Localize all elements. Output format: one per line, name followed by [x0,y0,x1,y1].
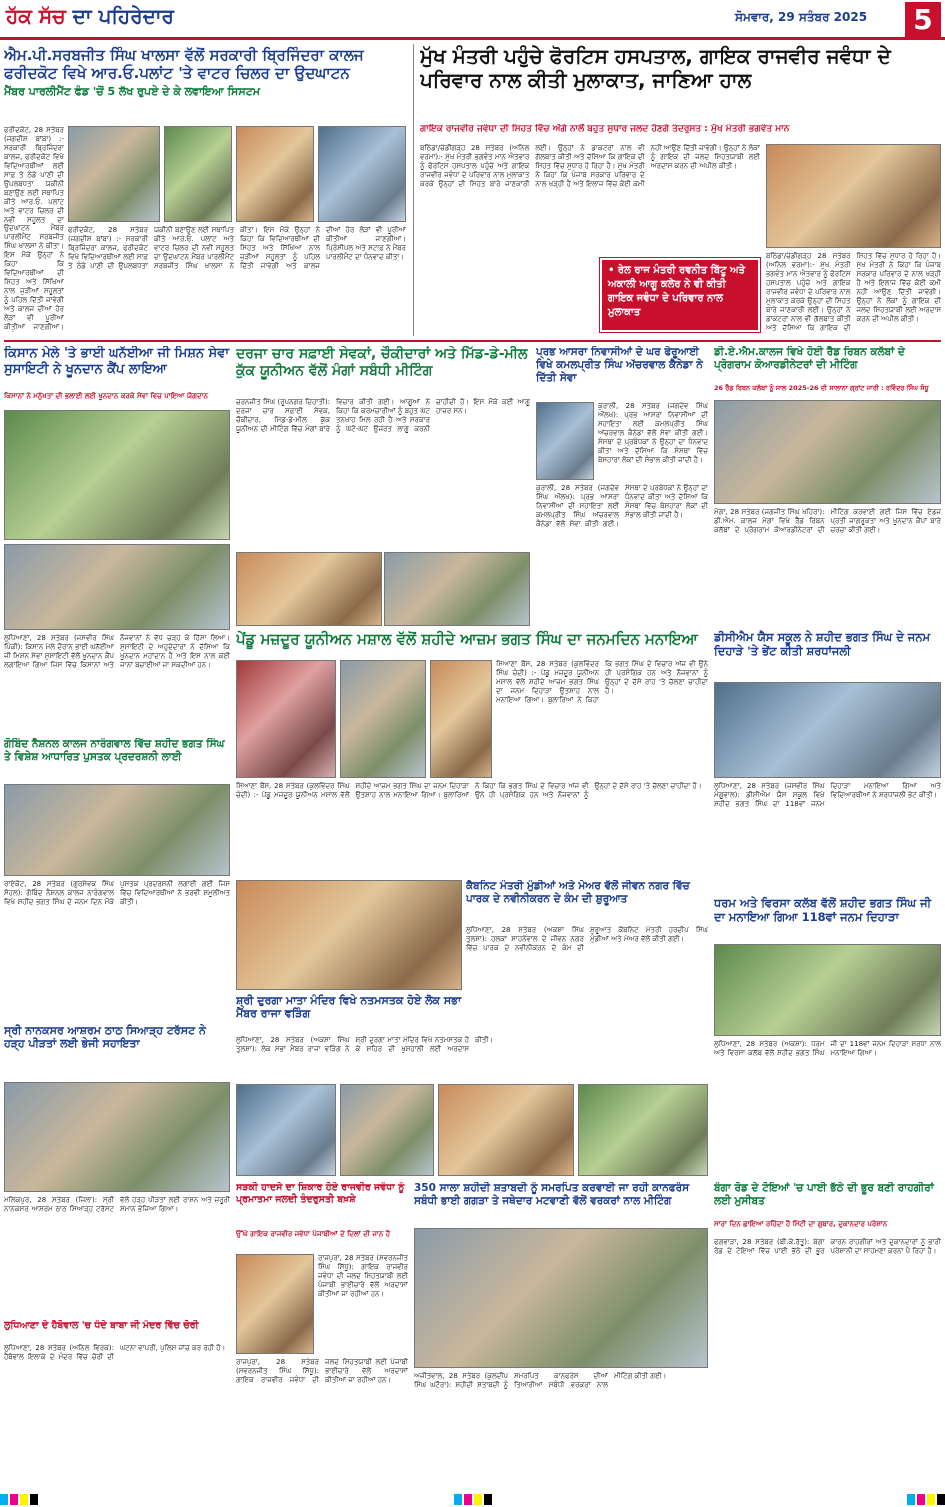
section-divider [4,340,941,342]
article-body: ਰਾਜਪੁਰਾ, 28 ਸਤੰਬਰ (ਸਵਰਨਜੀਤ ਸਿੰਘ ਸਿੱਧੂ): ਗਾਇਕ ਰਾਜਵੀਰ ਜਵੰਧਾ ਦੀ ਜਲਦ ਸਿਹਤਯਾਬੀ ਲਈ ਪੰਜਾਬੀ ਭਾਈਚਾਰੇ ਵੱਲੋਂ ਅਰਦਾਸਾਂ ਕੀਤੀਆਂ ਜਾ ਰਹੀਆਂ ਹਨ। [236,1358,408,1384]
article-body: ਅਜੀਤਵਾਲ, 28 ਸਤੰਬਰ (ਕੁਲਦੀਪ ਸਿੰਘ ਘਟੌਰਾ): ਸ਼ਹੀਦੀ ਸ਼ਤਾਬਦੀ ਨੂੰ ਸਮਰਪਿਤ ਕਾਨਫਰੰਸ ਦੀਆਂ ਤਿਆਰੀਆਂ ਸਬੰਧੀ ਵਰਕਰਾਂ ਨਾਲ ਮੀਟਿੰਗ ਕੀਤੀ ਗਈ। [414,1372,667,1389]
cyan-swatch [907,1494,915,1505]
news-photo [236,552,382,626]
story-brijindra-header [4,46,406,120]
headline: ਡੀ.ਏ.ਐਮ.ਕਾਲਜ ਵਿਖੇ ਹੋਈ ਰੈੱਡ ਰਿਬਨ ਕਲੱਬਾਂ ਦੇ ਪ੍ਰੋਗਰਾਮ ਕੋਆਰਡੀਨੇਟਰਾਂ ਦੀ ਮੀਟਿੰਗ [714,346,905,371]
news-photo [340,660,426,778]
article-body: ਸਿਆਣਾ ਬੈਂਸ, 28 ਸਤੰਬਰ (ਕੁਲਵਿੰਦਰ ਸਿੰਘ ਚੰਦੀ) :- ਪੇਂਡੂ ਮਜ਼ਦੂਰ ਯੂਨੀਅਨ ਮਸ਼ਾਲ ਵੱਲੋਂ ਸ਼ਹੀਦੇ ਆਜ਼ਮ ਭਗਤ ਸਿੰਘ ਦਾ ਜਨਮ ਦਿਹਾੜਾ ਉਤਸ਼ਾਹ ਨਾਲ ਮਨਾਇਆ ਗਿਆ। ਬੁਲਾਰਿਆਂ ਨੇ ਕਿਹਾ ਕਿ ਭਗਤ ਸਿੰਘ ਦੇ ਵਿਚਾਰ ਅੱਜ ਵੀ ਉਨੇ ਹੀ ਪ੍ਰਸੰਗਿਕ ਹਨ ਅਤੇ ਨੌਜਵਾਨਾਂ ਨੂੰ ਉਨ੍ਹਾਂ ਦੇ ਦੱਸੇ ਰਾਹ 'ਤੇ ਚੱਲਣਾ ਚਾਹੀਦਾ ਹੈ। [496,660,708,704]
article-body: ਫਗਵਾੜਾ, 28 ਸਤੰਬਰ (ਬੀ.ਕੇ.ਰੱਤੂ): ਬੰਗਾ ਰੋਡ ਦੇ ਟੋਇਆਂ ਵਿੱਚ ਪਾਈ ਭੱਠੇ ਦੀ ਭੂਰ ਕਾਰਨ ਰਾਹਗੀਰਾਂ ਅਤੇ ਦੁਕਾਨਦਾਰਾਂ ਨੂੰ ਭਾਰੀ ਪਰੇਸ਼ਾਨੀ ਦਾ ਸਾਹਮਣਾ ਕਰਨਾ ਪੈ ਰਿਹਾ ਹੈ। [714,1238,941,1255]
article-body: ਲੁਧਿਆਣਾ, 28 ਸਤੰਬਰ (ਜਸਵੀਰ ਸਿੰਘ ਮੰਗੂਵਾਲ): ਡੀਸੀਐਮ ਯੈਸ ਸਕੂਲ ਵਿਖੇ ਸ਼ਹੀਦ ਭਗਤ ਸਿੰਘ ਦਾ 118ਵਾਂ ਜਨਮ ਦਿਹਾੜਾ ਮਨਾਇਆ ਗਿਆ ਅਤੇ ਵਿਦਿਆਰਥੀਆਂ ਨੇ ਸ਼ਰਧਾਂਜਲੀ ਭੇਟ ਕੀਤੀ। [714,782,941,808]
news-photo [536,402,594,480]
story-dav-header [714,346,941,382]
news-photo [68,126,160,222]
news-photo [4,410,230,540]
black-swatch [484,1494,492,1505]
news-photo [164,126,232,222]
news-photo [236,126,314,222]
black-swatch [30,1494,38,1505]
article-body: ਲੁਧਿਆਣਾ, 28 ਸਤੰਬਰ (ਅਕਸ਼ਾ ਸਿੰਘ ਤੁਲਸ਼ਾ): ਹਲਕਾ ਸਾਹਨੇਵਾਲ ਦੇ ਜੀਵਨ ਨਗਰ ਵਿੱਚ ਪਾਰਕ ਦੇ ਨਵੀਨੀਕਰਨ ਦੇ ਕੰਮ ਦੀ ਸ਼ੁਰੂਆਤ ਕੈਬਨਿਟ ਮੰਤਰੀ ਹਰਦੀਪ ਸਿੰਘ ਮੁੰਡੀਆਂ ਅਤੇ ਮੇਅਰ ਵੱਲੋਂ ਕੀਤੀ ਗਈ। [466,926,708,952]
headline: ਮੁੱਖ ਮੰਤਰੀ ਪਹੁੰਚੇ ਫੋਰਟਿਸ ਹਸਪਤਾਲ, ਗਾਇਕ ਰਾਜਵੀਰ ਜਵੰਧਾ ਦੇ ਪਰਿਵਾਰ ਨਾਲ ਕੀਤੀ ਮੁਲਾਕਾਤ, ਜਾਣਿਆ ਹਾਲ [420,44,891,93]
story-cabinet-header [466,880,708,924]
story-kisan-sub [4,392,230,408]
headline: ਲੁਧਿਆਣਾ ਦੇ ਹੈਬੋਵਾਲ 'ਚ ਧੰਦੇ ਬਾਬਾ ਜੀ ਮੰਦਰ ਵਿੱਚ ਚੋਰੀ [4,1320,199,1331]
color-swatches-center [454,1494,492,1507]
news-photo [236,1254,314,1354]
article-body: ਰਾਜਪੁਰਾ, 28 ਸਤੰਬਰ (ਸਵਰਨਜੀਤ ਸਿੰਘ ਸਿੱਧੂ): ਗਾਇਕ ਰਾਜਵੀਰ ਜਵੰਧਾ ਦੀ ਜਲਦ ਸਿਹਤਯਾਬੀ ਲਈ ਪੰਜਾਬੀ ਭਾਈਚਾਰੇ ਵੱਲੋਂ ਅਰਦਾਸਾਂ ਕੀਤੀਆਂ ਜਾ ਰਹੀਆਂ ਹਨ। [318,1254,408,1298]
story-prabh-header [536,346,708,398]
story-nanaksar-header [4,1024,230,1064]
story-dav-sub [714,384,941,398]
headline: ਪ੍ਰਭ ਆਸਰਾ ਨਿਵਾਸੀਆਂ ਦੇ ਘਰ ਫੇਰੂਆਈ ਵਿਖੇ ਕਮਲਪ੍ਰੀਤ ਸਿੰਘ ਅੱਚਰਵਾਲ ਕੈਨੇਡਾ ਨੇ ਦਿੱਤੀ ਸੇਵਾ [536,346,703,384]
headline: ਧਰਮ ਅਤੇ ਵਿਰਸਾ ਕਲੱਬ ਵੱਲੋਂ ਸ਼ਹੀਦ ਭਗਤ ਸਿੰਘ ਜੀ ਦਾ ਮਨਾਇਆ ਗਿਆ 118ਵਾਂ ਜਨਮ ਦਿਹਾੜਾ [714,896,932,925]
story-cm-fortis-subhead-box [420,124,941,140]
story-midday-header [236,346,530,394]
news-photo [4,1082,230,1192]
magenta-swatch [10,1494,18,1505]
article-body: ਸਿਆਣਾ ਬੈਂਸ, 28 ਸਤੰਬਰ (ਕੁਲਵਿੰਦਰ ਸਿੰਘ ਚੰਦੀ) :- ਪੇਂਡੂ ਮਜ਼ਦੂਰ ਯੂਨੀਅਨ ਮਸ਼ਾਲ ਵੱਲੋਂ ਸ਼ਹੀਦੇ ਆਜ਼ਮ ਭਗਤ ਸਿੰਘ ਦਾ ਜਨਮ ਦਿਹਾੜਾ ਉਤਸ਼ਾਹ ਨਾਲ ਮਨਾਇਆ ਗਿਆ। ਬੁਲਾਰਿਆਂ ਨੇ ਕਿਹਾ ਕਿ ਭਗਤ ਸਿੰਘ ਦੇ ਵਿਚਾਰ ਅੱਜ ਵੀ ਉਨੇ ਹੀ ਪ੍ਰਸੰਗਿਕ ਹਨ ਅਤੇ ਨੌਜਵਾਨਾਂ ਨੂੰ ਉਨ੍ਹਾਂ ਦੇ ਦੱਸੇ ਰਾਹ 'ਤੇ ਚੱਲਣਾ ਚਾਹੀਦਾ ਹੈ। [236,782,702,799]
headline: 350 ਸਾਲਾ ਸ਼ਹੀਦੀ ਸ਼ਤਾਬਦੀ ਨੂੰ ਸਮਰਪਿਤ ਕਰਵਾਈ ਜਾ ਰਹੀ ਕਾਨਫਰੰਸ ਸਬੰਧੀ ਭਾਈ ਗਗੜਾ ਤੇ ਜਥੇਦਾਰ ਮਟਵਾਣੀ ਵੱਲੋਂ ਵਰਕਰਾਂ ਨਾਲ ਮੀਟਿੰਗ [414,1182,690,1207]
story-dcm-header [714,630,941,678]
headline: ਬੰਗਾ ਰੋਡ ਦੇ ਟੋਇਆਂ 'ਚ ਪਾਈ ਭੱਠੇ ਦੀ ਭੂਰ ਬਣੀ ਰਾਹਗੀਰਾਂ ਲਈ ਮੁਸੀਬਤ [714,1182,934,1207]
news-photo [384,552,530,626]
news-photo [438,1084,574,1176]
story-jawandha-sub [236,1230,408,1252]
cyan-swatch [0,1494,8,1505]
newspaper-logo [6,4,174,28]
article-body: ਚਰਨਜੀਤ ਸਿੰਘ (ਰੂਪਨਗਰ ਦਿਹਾਤੀ): ਦਰਜਾ ਚਾਰ ਸਫ਼ਾਈ ਸੇਵਕ, ਚੌਕੀਦਾਰ, ਮਿੱਡ-ਡੇ-ਮੀਲ ਕੁੱਕ ਯੂਨੀਅਨ ਦੀ ਮੀਟਿੰਗ ਵਿੱਚ ਮੰਗਾਂ ਬਾਰੇ ਵਿਚਾਰ ਕੀਤੀ ਗਈ। ਆਗੂਆਂ ਨੇ ਕਿਹਾ ਕਿ ਕਰਮਚਾਰੀਆਂ ਨੂੰ ਬਹੁਤ ਘੱਟ ਤਨਖਾਹ ਮਿਲ ਰਹੀ ਹੈ ਅਤੇ ਸਰਕਾਰ ਨੂੰ ਘੱਟੋ-ਘੱਟ ਉਜਰਤ ਲਾਗੂ ਕਰਨੀ ਚਾਹੀਦੀ ਹੈ। ਇਸ ਮੌਕੇ ਕਈ ਆਗੂ ਹਾਜ਼ਰ ਸਨ। [236,398,530,433]
article-body: ਲੁਧਿਆਣਾ, 28 ਸਤੰਬਰ (ਜਸਵੀਰ ਸਿੰਘ ਪਿੰਕੀ): ਕਿਸਾਨ ਮੇਲੇ ਦੌਰਾਨ ਭਾਈ ਘਨੱਈਆ ਜੀ ਮਿਸ਼ਨ ਸੇਵਾ ਸੁਸਾਇਟੀ ਵੱਲੋਂ ਖੂਨਦਾਨ ਕੈਂਪ ਲਗਾਇਆ ਗਿਆ ਜਿਸ ਵਿੱਚ ਕਿਸਾਨਾਂ ਅਤੇ ਨੌਜਵਾਨਾਂ ਨੇ ਵੱਧ ਚੜ੍ਹ ਕੇ ਹਿੱਸਾ ਲਿਆ। ਸੁਸਾਇਟੀ ਦੇ ਅਹੁਦੇਦਾਰਾਂ ਨੇ ਦੱਸਿਆ ਕਿ ਖੂਨਦਾਨ ਮਹਾਂਦਾਨ ਹੈ ਅਤੇ ਇਸ ਨਾਲ ਕਈ ਜਾਨਾਂ ਬਚਾਈਆਂ ਜਾ ਸਕਦੀਆਂ ਹਨ। [4,634,230,669]
story-jawandha-header [236,1182,408,1228]
subheadline: ਉੱਘੇ ਗਾਇਕ ਰਾਜਵੀਰ ਜਵੰਧਾ ਪੰਜਾਬੀਆਂ ਦੇ ਦਿਲਾਂ ਦੀ ਜਾਨ ਹੈ [236,1230,391,1238]
news-photo [714,944,941,1036]
headline: ਐਮ.ਪੀ.ਸਰਬਜੀਤ ਸਿੰਘ ਖਾਲਸਾ ਵੱਲੋਂ ਸਰਕਾਰੀ ਬ੍ਰਿਜਿੰਦਰਾ ਕਾਲਜ ਫਰੀਦਕੋਟ ਵਿਖੇ ਆਰ.ਓ.ਪਲਾਂਟ 'ਤੇ ਵਾਟਰ ਚਿਲਰ ਦਾ ਉਦਘਾਟਨ [4,46,364,83]
story-bhanga-header [714,1182,941,1218]
headline: ਕਿਸਾਨ ਮੇਲੇ 'ਤੇ ਭਾਈ ਘਨੱਈਆ ਜੀ ਮਿਸ਼ਨ ਸੇਵਾ ਸੁਸਾਇਟੀ ਨੇ ਖੂਨਦਾਨ ਕੈਂਪ ਲਾਇਆ [4,346,230,377]
headline: ਦਰਜਾ ਚਾਰ ਸਫ਼ਾਈ ਸੇਵਕਾਂ, ਚੌਕੀਦਾਰਾਂ ਅਤੇ ਮਿੱਡ-ਡੇ-ਮੀਲ ਕੁੱਕ ਯੂਨੀਅਨ ਵੱਲੋਂ ਮੰਗਾਂ ਸਬੰਧੀ ਮੀਟਿੰਗ [236,346,528,380]
logo-part2: ਦਾ ਪਹਿਰੇਦਾਰ [72,4,174,28]
magenta-swatch [464,1494,472,1505]
column-divider [413,44,414,336]
story-bhagat-header [236,630,708,656]
news-photo [714,400,941,504]
news-photo [340,1084,434,1176]
article-body: ਮਲਿਕਪੁਰ, 28 ਸਤੰਬਰ (ਜਿਲਾ): ਸ੍ਰੀ ਨਾਨਕਸਰ ਆਸ਼ਰਮ ਠਾਠ ਸਿਆੜ੍ਹ ਟਰੱਸਟ ਵੱਲੋਂ ਹੜ੍ਹ ਪੀੜਤਾਂ ਲਈ ਰਾਸ਼ਨ ਅਤੇ ਜ਼ਰੂਰੀ ਸਮਾਨ ਭੇਜਿਆ ਗਿਆ। [4,1196,230,1213]
news-photo [318,126,406,222]
news-photo [236,660,336,778]
subheadline: 26 ਰੈੱਡ ਰਿਬਨ ਕਲੱਬਾਂ ਨੂੰ ਸਾਲ 2025-26 ਦੀ ਸਾਲਾਨਾ ਗ੍ਰਾਂਟ ਜਾਰੀ : ਰਵਿੰਦਰ ਸਿੰਘ ਸੰਧੂ [714,384,929,392]
subheadline: ਮੈਂਬਰ ਪਾਰਲੀਮੈਂਟ ਫੰਡ 'ਚੋਂ 5 ਲੱਖ ਰੁਪਏ ਦੇ ਕੇ ਲਵਾਇਆ ਸਿਸਟਮ [4,84,260,98]
article-body: ਰਾਏਕੋਟ, 28 ਸਤੰਬਰ (ਗੁਰਸੇਵਕ ਸਿੰਘ ਸੋਹਲ): ਗੋਬਿੰਦ ਨੈਸ਼ਨਲ ਕਾਲਜ ਨਾਰੰਗਵਾਲ ਵਿਖੇ ਸ਼ਹੀਦ ਭਗਤ ਸਿੰਘ ਦੇ ਜਨਮ ਦਿਨ ਮੌਕੇ ਪੁਸਤਕ ਪ੍ਰਦਰਸ਼ਨੀ ਲਗਾਈ ਗਈ ਜਿਸ ਵਿੱਚ ਵਿਦਿਆਰਥੀਆਂ ਨੇ ਭਰਵੀਂ ਸ਼ਮੂਲੀਅਤ ਕੀਤੀ। [4,880,230,906]
headline: ਸ੍ਰੀ ਨਾਨਕਸਰ ਆਸ਼ਰਮ ਠਾਠ ਸਿਆੜ੍ਹ ਟਰੱਸਟ ਨੇ ਹੜ੍ਹ ਪੀੜਤਾਂ ਲਈ ਭੇਜੀ ਸਹਾਇਤਾ [4,1024,206,1051]
story-dharam-header [714,896,941,942]
story-cm-fortis-header [420,44,941,122]
yellow-swatch [927,1494,935,1505]
subheadline: ਕਿਸਾਨਾਂ ਨੇ ਮਨੁੱਖਤਾ ਦੀ ਭਲਾਈ ਲਈ ਖੂਨਦਾਨ ਕਰਕੇ ਸੇਵਾ ਵਿਚ ਪਾਇਆ ਯੋਗਦਾਨ [4,392,208,400]
headline: ਪੇਂਡੂ ਮਜ਼ਦੂਰ ਯੂਨੀਅਨ ਮਸ਼ਾਲ ਵੱਲੋਂ ਸ਼ਹੀਦੇ ਆਜ਼ਮ ਭਗਤ ਸਿੰਘ ਦਾ ਜਨਮਦਿਨ ਮਨਾਇਆ [236,630,698,648]
story-chori-header [4,1320,230,1342]
article-body: ਮੋਗਾ, 28 ਸਤੰਬਰ (ਜਗਜੀਤ ਸਿੰਘ ਖਹਿਰਾ): ਡੀ.ਐਮ. ਕਾਲਜ ਮੋਗਾ ਵਿਖੇ ਰੈੱਡ ਰਿਬਨ ਕਲੱਬਾਂ ਦੇ ਪ੍ਰੋਗਰਾਮ ਕੋਆਰਡੀਨੇਟਰਾਂ ਦੀ ਮੀਟਿੰਗ ਕਰਵਾਈ ਗਈ ਜਿਸ ਵਿੱਚ ਏਡਜ਼ ਪ੍ਰਤੀ ਜਾਗਰੂਕਤਾ ਅਤੇ ਖੂਨਦਾਨ ਕੈਂਪਾਂ ਬਾਰੇ ਚਰਚਾ ਕੀਤੀ ਗਈ। [714,508,941,534]
color-swatches-right [907,1494,945,1507]
story-bhanga-sub [714,1220,941,1236]
magenta-swatch [917,1494,925,1505]
article-body: ਕੁਰਾਲੀ, 28 ਸਤੰਬਰ (ਜਗਦੇਵ ਸਿੰਘ ਔਲਖ): ਪ੍ਰਭ ਆਸਰਾ ਨਿਵਾਸੀਆਂ ਦੀ ਸਹਾਇਤਾ ਲਈ ਕਮਲਪ੍ਰੀਤ ਸਿੰਘ ਅੱਚਰਵਾਲ ਕੈਨੇਡਾ ਵੱਲੋਂ ਸੇਵਾ ਕੀਤੀ ਗਈ। ਸੰਸਥਾ ਦੇ ਪ੍ਰਬੰਧਕਾਂ ਨੇ ਉਨ੍ਹਾਂ ਦਾ ਧੰਨਵਾਦ ਕੀਤਾ ਅਤੇ ਦੱਸਿਆ ਕਿ ਸੰਸਥਾ ਵਿੱਚ ਬੇਸਹਾਰਾ ਲੋਕਾਂ ਦੀ ਸੰਭਾਲ ਕੀਤੀ ਜਾਂਦੀ ਹੈ। [536,484,708,528]
article-body: ਫਰੀਦਕੋਟ, 28 ਸਤੰਬਰ (ਜਗਦੀਸ਼ ਬਾਂਬਾ) :- ਸਰਕਾਰੀ ਬ੍ਰਿਜਿੰਦਰਾ ਕਾਲਜ, ਫਰੀਦਕੋਟ ਵਿਖੇ ਵਿਦਿਆਰਥੀਆਂ ਲਈ ਸਾਫ਼ ਤੇ ਠੰਡੇ ਪਾਣੀ ਦੀ ਉਪਲਬਧਤਾ ਯਕੀਨੀ ਬਣਾਉਣ ਲਈ ਸਥਾਪਿਤ ਕੀਤੇ ਆਰ.ਓ. ਪਲਾਂਟ ਅਤੇ ਵਾਟਰ ਚਿਲਰ ਦੀ ਨਵੀਂ ਸਹੂਲਤ ਦਾ ਉਦਘਾਟਨ ਮੈਂਬਰ ਪਾਰਲੀਮੈਂਟ ਸਰਬਜੀਤ ਸਿੰਘ ਖਾਲਸਾ ਨੇ ਕੀਤਾ। ਇਸ ਮੌਕੇ ਉਨ੍ਹਾਂ ਨੇ ਕਿਹਾ ਕਿ ਵਿਦਿਆਰਥੀਆਂ ਦੀ ਸਿਹਤ ਅਤੇ ਸਿੱਖਿਆ ਨਾਲ ਜੁੜੀਆਂ ਸਹੂਲਤਾਂ ਨੂੰ ਪਹਿਲ ਦਿੱਤੀ ਜਾਵੇਗੀ ਅਤੇ ਕਾਲਜ ਦੀਆਂ ਹੋਰ ਲੋੜਾਂ ਵੀ ਪੂਰੀਆਂ ਕੀਤੀਆਂ ਜਾਣਗੀਆਂ। ਪ੍ਰਿੰਸੀਪਲ ਅਤੇ ਸਟਾਫ਼ ਨੇ ਮੈਂਬਰ ਪਾਰਲੀਮੈਂਟ ਦਾ ਧੰਨਵਾਦ ਕੀਤਾ। [68,226,406,270]
story-shatabdi-header [414,1182,708,1226]
news-photo [430,660,492,778]
news-photo [4,784,230,876]
callout-box: • ਰੇਲ ਰਾਜ ਮੰਤਰੀ ਰਵਨੀਤ ਬਿੱਟੂ ਅਤੇ ਅਕਾਲੀ ਆਗੂ ਕਲੇਰ ਨੇ ਵੀ ਕੀਤੀ ਗਾਇਕ ਜਵੰਧਾ ਦੇ ਪਰਿਵਾਰ ਨਾਲ ਮੁਲਾਕਾਤ [600,258,760,332]
news-photo [236,1084,336,1176]
story-durga-header [236,994,462,1034]
story-govind-header [4,738,230,782]
headline: ਸੜਕੀ ਹਾਦਸੇ ਦਾ ਸ਼ਿਕਾਰ ਹੋਏ ਰਾਜਵੀਰ ਜਵੰਧਾ ਨੂੰ ਪ੍ਰਮਾਤਮਾ ਜਲਦੀ ਤੰਦਰੁਸਤੀ ਬਖ਼ਸ਼ੇ [236,1182,405,1205]
subheadline: ਸਾਰਾ ਦਿਨ ਛਾਇਆ ਰਹਿੰਦਾ ਹੈ ਮਿੱਟੀ ਦਾ ਗੁਬਾਰ, ਦੁਕਾਨਦਾਰ ਪਰੇਸ਼ਾਨ [714,1220,888,1228]
article-body: ਲੁਧਿਆਣਾ, 28 ਸਤੰਬਰ (ਅਕਸ਼ਾ): ਧਰਮ ਅਤੇ ਵਿਰਸਾ ਕਲੱਬ ਵੱਲੋਂ ਸ਼ਹੀਦ ਭਗਤ ਸਿੰਘ ਜੀ ਦਾ 118ਵਾਂ ਜਨਮ ਦਿਹਾੜਾ ਸ਼ਰਧਾ ਨਾਲ ਮਨਾਇਆ ਗਿਆ। [714,1040,941,1057]
page-date: ਸੋਮਵਾਰ, 29 ਸਤੰਬਰ 2025 [735,10,868,24]
masthead [0,0,945,40]
headline: ਗੋਬਿੰਦ ਨੈਸ਼ਨਲ ਕਾਲਜ ਨਾਰੰਗਵਾਲ ਵਿੱਚ ਸ਼ਹੀਦ ਭਗਤ ਸਿੰਘ ਤੇ ਵਿਸ਼ੇਸ਼ ਆਧਾਰਿਤ ਪੁਸਤਕ ਪ੍ਰਦਰਸ਼ਨੀ ਲਾਈ [4,738,225,763]
print-registration-strip [0,1494,945,1507]
news-photo [4,544,230,630]
logo-part1: ਹੱਕ ਸੱਚ [6,4,66,28]
page-number: 5 [905,2,941,38]
subheadline: ਗਾਇਕ ਰਾਜਵੀਰ ਜਵੰਧਾ ਦੀ ਸਿਹਤ ਵਿੱਚ ਅੱਗੇ ਨਾਲੋਂ ਬਹੁਤ ਸੁਧਾਰ ਜਲਦ ਹੋਣਗੇ ਤੰਦਰੁਸਤ : ਮੁੱਖ ਮੰਤਰੀ ਭਗਵੰਤ ਮਾਨ [420,124,790,134]
article-body: ਬਠਿੰਡਾ/ਚੰਡੀਗੜ੍ਹ 28 ਸਤੰਬਰ (ਅਨਿਲ ਵਰਮਾ):- ਮੁੱਖ ਮੰਤਰੀ ਭਗਵੰਤ ਮਾਨ ਐਤਵਾਰ ਨੂੰ ਫੋਰਟਿਸ ਹਸਪਤਾਲ ਪਹੁੰਚੇ ਅਤੇ ਗਾਇਕ ਰਾਜਵੀਰ ਜਵੰਧਾ ਦੇ ਪਰਿਵਾਰ ਨਾਲ ਮੁਲਾਕਾਤ ਕਰਕੇ ਉਨ੍ਹਾਂ ਦੀ ਸਿਹਤ ਬਾਰੇ ਜਾਣਕਾਰੀ ਲਈ। ਉਨ੍ਹਾਂ ਨੇ ਡਾਕਟਰਾਂ ਨਾਲ ਵੀ ਗੱਲਬਾਤ ਕੀਤੀ ਅਤੇ ਦੱਸਿਆ ਕਿ ਗਾਇਕ ਦੀ ਸਿਹਤ ਵਿੱਚ ਸੁਧਾਰ ਹੋ ਰਿਹਾ ਹੈ। ਮੁੱਖ ਮੰਤਰੀ ਨੇ ਕਿਹਾ ਕਿ ਪੰਜਾਬ ਸਰਕਾਰ ਪਰਿਵਾਰ ਦੇ ਨਾਲ ਖੜ੍ਹੀ ਹੈ ਅਤੇ ਇਲਾਜ ਵਿੱਚ ਕੋਈ ਕਮੀ ਨਹੀਂ ਆਉਣ ਦਿੱਤੀ ਜਾਵੇਗੀ। ਉਨ੍ਹਾਂ ਨੇ ਲੋਕਾਂ ਨੂੰ ਗਾਇਕ ਦੀ ਜਲਦ ਸਿਹਤਯਾਬੀ ਲਈ ਅਰਦਾਸ ਕਰਨ ਦੀ ਅਪੀਲ ਕੀਤੀ। [420,144,760,188]
color-swatches-left [0,1494,38,1507]
cyan-swatch [454,1494,462,1505]
headline: ਕੈਬਨਿਟ ਮੰਤਰੀ ਮੁੰਡੀਆਂ ਅਤੇ ਮੇਅਰ ਵੱਲੋਂ ਜੀਵਨ ਨਗਰ ਵਿੱਚ ਪਾਰਕ ਦੇ ਨਵੀਨੀਕਰਨ ਦੇ ਕੰਮ ਦੀ ਸ਼ੁਰੂਆਤ [466,880,690,905]
news-photo [578,1084,708,1176]
news-photo [414,1228,708,1368]
yellow-swatch [474,1494,482,1505]
news-photo [766,144,941,248]
article-body: ਬਠਿੰਡਾ/ਚੰਡੀਗੜ੍ਹ 28 ਸਤੰਬਰ (ਅਨਿਲ ਵਰਮਾ):- ਮੁੱਖ ਮੰਤਰੀ ਭਗਵੰਤ ਮਾਨ ਐਤਵਾਰ ਨੂੰ ਫੋਰਟਿਸ ਹਸਪਤਾਲ ਪਹੁੰਚੇ ਅਤੇ ਗਾਇਕ ਰਾਜਵੀਰ ਜਵੰਧਾ ਦੇ ਪਰਿਵਾਰ ਨਾਲ ਮੁਲਾਕਾਤ ਕਰਕੇ ਉਨ੍ਹਾਂ ਦੀ ਸਿਹਤ ਬਾਰੇ ਜਾਣਕਾਰੀ ਲਈ। ਉਨ੍ਹਾਂ ਨੇ ਡਾਕਟਰਾਂ ਨਾਲ ਵੀ ਗੱਲਬਾਤ ਕੀਤੀ ਅਤੇ ਦੱਸਿਆ ਕਿ ਗਾਇਕ ਦੀ ਸਿਹਤ ਵਿੱਚ ਸੁਧਾਰ ਹੋ ਰਿਹਾ ਹੈ। ਮੁੱਖ ਮੰਤਰੀ ਨੇ ਕਿਹਾ ਕਿ ਪੰਜਾਬ ਸਰਕਾਰ ਪਰਿਵਾਰ ਦੇ ਨਾਲ ਖੜ੍ਹੀ ਹੈ ਅਤੇ ਇਲਾਜ ਵਿੱਚ ਕੋਈ ਕਮੀ ਨਹੀਂ ਆਉਣ ਦਿੱਤੀ ਜਾਵੇਗੀ। ਉਨ੍ਹਾਂ ਨੇ ਲੋਕਾਂ ਨੂੰ ਗਾਇਕ ਦੀ ਜਲਦ ਸਿਹਤਯਾਬੀ ਲਈ ਅਰਦਾਸ ਕਰਨ ਦੀ ਅਪੀਲ ਕੀਤੀ। [766,252,941,332]
yellow-swatch [20,1494,28,1505]
article-body: ਲੁਧਿਆਣਾ, 28 ਸਤੰਬਰ (ਅਕਸ਼ਾ ਸਿੰਘ ਤੁਲਸ਼ਾ): ਲੋਕ ਸਭਾ ਮੈਂਬਰ ਰਾਜਾ ਵੜਿੰਗ ਨੇ ਸ਼੍ਰੀ ਦੁਰਗਾ ਮਾਤਾ ਮੰਦਿਰ ਵਿਖੇ ਨਤਮਸਤਕ ਹੋ ਕੇ ਸ਼ਹਿਰ ਦੀ ਖੁਸ਼ਹਾਲੀ ਲਈ ਅਰਦਾਸ ਕੀਤੀ। [236,1036,494,1053]
headline: ਸ਼੍ਰੀ ਦੁਰਗਾ ਮਾਤਾ ਮੰਦਿਰ ਵਿਖੇ ਨਤਮਸਤਕ ਹੋਏ ਲੋਕ ਸਭਾ ਮੈਂਬਰ ਰਾਜਾ ਵੜਿੰਗ [236,994,462,1021]
news-photo [714,682,941,778]
article-body: ਕੁਰਾਲੀ, 28 ਸਤੰਬਰ (ਜਗਦੇਵ ਸਿੰਘ ਔਲਖ): ਪ੍ਰਭ ਆਸਰਾ ਨਿਵਾਸੀਆਂ ਦੀ ਸਹਾਇਤਾ ਲਈ ਕਮਲਪ੍ਰੀਤ ਸਿੰਘ ਅੱਚਰਵਾਲ ਕੈਨੇਡਾ ਵੱਲੋਂ ਸੇਵਾ ਕੀਤੀ ਗਈ। ਸੰਸਥਾ ਦੇ ਪ੍ਰਬੰਧਕਾਂ ਨੇ ਉਨ੍ਹਾਂ ਦਾ ਧੰਨਵਾਦ ਕੀਤਾ ਅਤੇ ਦੱਸਿਆ ਕਿ ਸੰਸਥਾ ਵਿੱਚ ਬੇਸਹਾਰਾ ਲੋਕਾਂ ਦੀ ਸੰਭਾਲ ਕੀਤੀ ਜਾਂਦੀ ਹੈ। [598,402,708,464]
black-swatch [937,1494,945,1505]
news-photo [236,880,462,990]
article-body: ਫਰੀਦਕੋਟ, 28 ਸਤੰਬਰ (ਜਗਦੀਸ਼ ਬਾਂਬਾ) :- ਸਰਕਾਰੀ ਬ੍ਰਿਜਿੰਦਰਾ ਕਾਲਜ, ਫਰੀਦਕੋਟ ਵਿਖੇ ਵਿਦਿਆਰਥੀਆਂ ਲਈ ਸਾਫ਼ ਤੇ ਠੰਡੇ ਪਾਣੀ ਦੀ ਉਪਲਬਧਤਾ ਯਕੀਨੀ ਬਣਾਉਣ ਲਈ ਸਥਾਪਿਤ ਕੀਤੇ ਆਰ.ਓ. ਪਲਾਂਟ ਅਤੇ ਵਾਟਰ ਚਿਲਰ ਦੀ ਨਵੀਂ ਸਹੂਲਤ ਦਾ ਉਦਘਾਟਨ ਮੈਂਬਰ ਪਾਰਲੀਮੈਂਟ ਸਰਬਜੀਤ ਸਿੰਘ ਖਾਲਸਾ ਨੇ ਕੀਤਾ। ਇਸ ਮੌਕੇ ਉਨ੍ਹਾਂ ਨੇ ਕਿਹਾ ਕਿ ਵਿਦਿਆਰਥੀਆਂ ਦੀ ਸਿਹਤ ਅਤੇ ਸਿੱਖਿਆ ਨਾਲ ਜੁੜੀਆਂ ਸਹੂਲਤਾਂ ਨੂੰ ਪਹਿਲ ਦਿੱਤੀ ਜਾਵੇਗੀ ਅਤੇ ਕਾਲਜ ਦੀਆਂ ਹੋਰ ਲੋੜਾਂ ਵੀ ਪੂਰੀਆਂ ਕੀਤੀਆਂ ਜਾਣਗੀਆਂ। [4,126,64,331]
headline: ਡੀਸੀਐਮ ਯੈਸ ਸਕੂਲ ਨੇ ਸ਼ਹੀਦ ਭਗਤ ਸਿੰਘ ਦੇ ਜਨਮ ਦਿਹਾੜੇ 'ਤੇ ਭੇਂਟ ਕੀਤੀ ਸ਼ਰਧਾਂਜਲੀ [714,630,931,659]
story-kisan-header [4,346,230,390]
article-body: ਲੁਧਿਆਣਾ, 28 ਸਤੰਬਰ (ਅਨਿਲ ਵਿਰਕ): ਹੈਬੋਵਾਲ ਇਲਾਕੇ ਦੇ ਮੰਦਰ ਵਿੱਚ ਚੋਰੀ ਦੀ ਘਟਨਾ ਵਾਪਰੀ, ਪੁਲਿਸ ਜਾਂਚ ਕਰ ਰਹੀ ਹੈ। [4,1344,226,1361]
